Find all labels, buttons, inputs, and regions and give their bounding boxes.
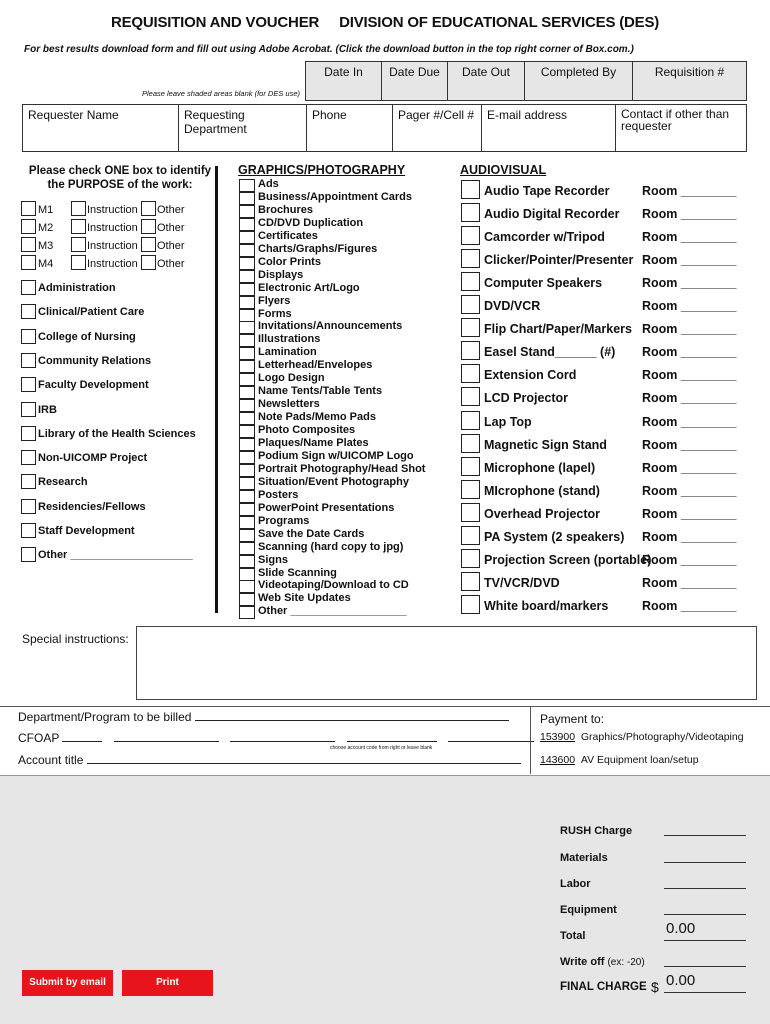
graphics-item-label: Newsletters: [258, 398, 320, 411]
cfoap-row[interactable]: CFOAP: [18, 731, 534, 745]
graphics-checkbox[interactable]: [239, 529, 255, 542]
department-billed-row[interactable]: Department/Program to be billed: [18, 710, 509, 724]
av-checkbox[interactable]: [461, 434, 480, 453]
graphics-item-label: Invitations/Announcements: [258, 320, 403, 333]
av-item-label: MIcrophone (stand): [484, 483, 600, 498]
rush-charge-field[interactable]: [664, 835, 746, 836]
av-checkbox[interactable]: [461, 572, 480, 591]
other-label: Other: [157, 258, 185, 270]
graphics-item-label: Ads: [258, 178, 279, 190]
rush-charge-label: RUSH Charge: [560, 825, 633, 837]
pager-cell-field[interactable]: Pager #/Cell #: [392, 104, 482, 152]
purpose-item-label: Staff Development: [38, 525, 135, 537]
av-room-field[interactable]: Room ________: [642, 460, 737, 475]
purpose-checkbox[interactable]: [21, 402, 36, 417]
av-room-field[interactable]: Room ________: [642, 529, 737, 544]
graphics-checkbox[interactable]: [239, 399, 255, 412]
purpose-checkbox[interactable]: [21, 426, 36, 441]
final-charge-field: [664, 992, 746, 993]
av-room-field[interactable]: Room ________: [642, 414, 737, 429]
graphics-item-label: Note Pads/Memo Pads: [258, 411, 376, 424]
graphics-checkbox[interactable]: [239, 334, 255, 347]
av-item-label: Camcorder w/Tripod: [484, 230, 605, 245]
av-item-label: Flip Chart/Paper/Markers: [484, 322, 632, 337]
instruction-label: Instruction: [87, 240, 138, 252]
av-checkbox[interactable]: [461, 595, 480, 614]
write-off-field[interactable]: [664, 966, 746, 967]
av-item-label: White board/markers: [484, 598, 609, 613]
av-checkbox[interactable]: [461, 503, 480, 522]
billing-divider: [0, 706, 770, 707]
av-checkbox[interactable]: [461, 272, 480, 291]
av-room-field[interactable]: Room ________: [642, 483, 737, 498]
av-room-field[interactable]: Room ________: [642, 552, 737, 567]
graphics-checkbox[interactable]: [239, 438, 255, 451]
graphics-item-label: CD/DVD Duplication: [258, 216, 364, 229]
graphics-item-label: Letterhead/Envelopes: [258, 359, 373, 372]
payment-divider: [530, 706, 531, 774]
materials-label: Materials: [560, 852, 608, 864]
graphics-item-label: Forms: [258, 307, 292, 320]
materials-field[interactable]: [664, 862, 746, 863]
graphics-checkbox[interactable]: [239, 464, 255, 477]
graphics-item-label: Web Site Updates: [258, 592, 351, 605]
other-checkbox[interactable]: [141, 237, 156, 252]
av-checkbox[interactable]: [461, 526, 480, 545]
purpose-header: Please check ONE box to identify the PURPOSE of the work:: [28, 165, 212, 191]
graphics-checkbox[interactable]: [239, 309, 255, 322]
graphics-item-label: Illustrations: [258, 333, 321, 346]
requesting-department-field[interactable]: Requesting Department: [178, 104, 307, 152]
form-title-right: DIVISION OF EDUCATIONAL SERVICES (DES): [339, 14, 660, 31]
av-room-field[interactable]: Room ________: [642, 299, 737, 314]
purpose-item-label: Clinical/Patient Care: [38, 306, 145, 319]
graphics-checkbox[interactable]: [239, 296, 255, 309]
completed-by-field: Completed By: [524, 61, 633, 101]
graphics-item-label: Plaques/Name Plates: [258, 437, 369, 449]
purpose-checkbox[interactable]: [21, 377, 36, 392]
graphics-item-label: Electronic Art/Logo: [258, 281, 360, 294]
graphics-checkbox[interactable]: [239, 244, 255, 257]
graphics-item-label: Scanning (hard copy to jpg): [258, 540, 404, 553]
graphics-checkbox[interactable]: [239, 542, 255, 555]
graphics-item-label: Slide Scanning: [258, 566, 337, 579]
graphics-item-label: Videotaping/Download to CD: [258, 579, 409, 592]
labor-field[interactable]: [664, 888, 746, 889]
av-item-label: TV/VCR/DVD: [484, 575, 560, 590]
av-item-label: Lap Top: [484, 414, 532, 429]
av-checkbox[interactable]: [461, 387, 480, 406]
av-item-label: Audio Tape Recorder: [484, 184, 610, 198]
av-room-field[interactable]: Room ________: [642, 230, 737, 245]
graphics-item-label: Business/Appointment Cards: [258, 190, 413, 203]
graphics-item-label: Brochures: [258, 203, 314, 216]
purpose-item-label: IRB: [38, 403, 57, 416]
graphics-checkbox[interactable]: [239, 477, 255, 490]
other-checkbox[interactable]: [141, 255, 156, 270]
graphics-checkbox[interactable]: [239, 386, 255, 399]
graphics-checkbox[interactable]: [239, 490, 255, 503]
purpose-m-label: M1: [38, 204, 54, 216]
purpose-checkbox[interactable]: [21, 329, 36, 344]
graphics-checkbox[interactable]: [239, 321, 255, 334]
write-off-label: Write off (ex: -20): [560, 956, 645, 968]
av-item-label: Projection Screen (portable): [484, 552, 652, 567]
instruction-checkbox[interactable]: [71, 255, 86, 270]
av-room-field[interactable]: Room ________: [642, 345, 737, 360]
av-room-field[interactable]: Room ________: [642, 391, 737, 406]
graphics-item-label: Charts/Graphs/Figures: [258, 242, 378, 255]
other-checkbox[interactable]: [141, 219, 156, 234]
av-checkbox[interactable]: [461, 341, 480, 360]
purpose-checkbox[interactable]: [21, 304, 36, 319]
date-in-field: Date In: [305, 61, 382, 101]
graphics-checkbox[interactable]: [239, 606, 255, 619]
graphics-item-label: Save the Date Cards: [258, 527, 365, 540]
av-room-field[interactable]: Room ________: [642, 575, 737, 590]
form-title: [0, 14, 770, 31]
av-item-label: Easel Stand______ (#): [484, 345, 616, 360]
instruction-checkbox[interactable]: [71, 237, 86, 252]
print-button[interactable]: Print: [122, 970, 213, 996]
av-room-field[interactable]: Room ________: [642, 322, 737, 337]
account-title-row[interactable]: Account title: [18, 753, 521, 767]
graphics-checkbox[interactable]: [239, 412, 255, 425]
other-checkbox[interactable]: [141, 201, 156, 216]
graphics-checkbox[interactable]: [239, 231, 255, 244]
graphics-checkbox[interactable]: [239, 568, 255, 581]
graphics-checkbox[interactable]: [239, 593, 255, 606]
audiovisual-header: AUDIOVISUAL: [460, 163, 547, 177]
purpose-m-checkbox[interactable]: [21, 255, 36, 270]
instruction-label: Instruction: [87, 222, 138, 234]
graphics-item-label: Portrait Photography/Head Shot: [258, 462, 426, 475]
graphics-checkbox[interactable]: [239, 516, 255, 529]
graphics-checkbox[interactable]: [239, 451, 255, 464]
purpose-checkbox[interactable]: [21, 474, 36, 489]
av-room-field[interactable]: Room ________: [642, 253, 737, 268]
graphics-item-label: Podium Sign w/UICOMP Logo: [258, 449, 414, 462]
av-item-label: Audio Digital Recorder: [484, 207, 620, 222]
other-label: Other: [157, 240, 185, 252]
charges-divider: [0, 775, 770, 776]
form-title-left: REQUISITION AND VOUCHER: [110, 14, 320, 31]
other-label: Other: [157, 222, 185, 234]
graphics-checkbox[interactable]: [239, 347, 255, 360]
graphics-item-label: Flyers: [258, 294, 291, 307]
purpose-item-label: Faculty Development: [38, 379, 149, 392]
purpose-item-label: Other ____________________: [38, 549, 193, 562]
av-checkbox[interactable]: [461, 364, 480, 383]
purpose-item-label: Non-UICOMP Project: [38, 452, 148, 465]
graphics-checkbox[interactable]: [239, 192, 255, 205]
instruction-label: Instruction: [87, 204, 138, 216]
final-charge-label: FINAL CHARGE: [560, 981, 647, 993]
av-item-label: Computer Speakers: [484, 276, 603, 291]
total-value: 0.00: [666, 920, 696, 937]
shaded-areas-hint: Please leave shaded areas blank (for DES use): [142, 89, 301, 98]
purpose-checkbox[interactable]: [21, 280, 36, 295]
currency-symbol: $: [651, 979, 659, 995]
submit-by-email-button[interactable]: Submit by email: [22, 970, 113, 996]
av-checkbox[interactable]: [461, 457, 480, 476]
graphics-item-label: Logo Design: [258, 372, 325, 385]
equipment-label: Equipment: [560, 904, 617, 916]
av-item-label: Microphone (lapel): [484, 460, 596, 475]
av-room-field[interactable]: Room ________: [642, 506, 737, 521]
instruction-checkbox[interactable]: [71, 201, 86, 216]
av-checkbox[interactable]: [461, 295, 480, 314]
av-item-label: Magnetic Sign Stand: [484, 437, 607, 452]
date-due-field: Date Due: [381, 61, 448, 101]
av-item-label: PA System (2 speakers): [484, 529, 625, 544]
payment-code-graphics: 153900 Graphics/Photography/Videotaping: [540, 731, 744, 743]
other-label: Other: [157, 204, 185, 216]
graphics-item-label: Displays: [258, 268, 304, 281]
equipment-field[interactable]: [664, 914, 746, 915]
av-item-label: Clicker/Pointer/Presenter: [484, 253, 634, 268]
av-checkbox[interactable]: [461, 203, 480, 222]
date-out-field: Date Out: [447, 61, 525, 101]
av-checkbox[interactable]: [461, 411, 480, 430]
section-divider: [215, 166, 218, 613]
graphics-item-label: Situation/Event Photography: [258, 475, 409, 488]
requisition-number-field: Requisition #: [632, 61, 747, 101]
purpose-item-label: Community Relations: [38, 354, 152, 367]
av-checkbox[interactable]: [461, 318, 480, 337]
av-checkbox[interactable]: [461, 549, 480, 568]
graphics-checkbox[interactable]: [239, 373, 255, 386]
total-label: Total: [560, 930, 586, 942]
av-room-field[interactable]: Room ________: [642, 368, 737, 383]
purpose-m-checkbox[interactable]: [21, 201, 36, 216]
av-room-field[interactable]: Room ________: [642, 598, 737, 613]
instruction-checkbox[interactable]: [71, 219, 86, 234]
graphics-checkbox[interactable]: [239, 283, 255, 296]
graphics-checkbox[interactable]: [239, 360, 255, 373]
cfoap-hint: choose account code from right or leave blank: [330, 745, 433, 751]
contact-other-field[interactable]: Contact if other than requester: [615, 104, 747, 152]
graphics-checkbox[interactable]: [239, 270, 255, 283]
purpose-checkbox[interactable]: [21, 499, 36, 514]
graphics-checkbox[interactable]: [239, 218, 255, 231]
av-item-label: DVD/VCR: [484, 299, 541, 314]
graphics-checkbox[interactable]: [239, 503, 255, 516]
purpose-m-checkbox[interactable]: [21, 237, 36, 252]
graphics-item-label: Certificates: [258, 229, 318, 242]
purpose-m-label: M3: [38, 240, 54, 252]
purpose-m-label: M4: [38, 258, 54, 270]
purpose-checkbox[interactable]: [21, 523, 36, 538]
purpose-item-label: Residencies/Fellows: [38, 500, 146, 513]
graphics-item-label: Name Tents/Table Tents: [258, 385, 383, 398]
graphics-item-label: Lamination: [258, 346, 317, 359]
av-room-field[interactable]: Room ________: [642, 276, 737, 291]
graphics-checkbox[interactable]: [239, 425, 255, 438]
payment-code-av: 143600 AV Equipment loan/setup: [540, 754, 699, 766]
av-item-label: Extension Cord: [484, 368, 577, 383]
purpose-item-label: Research: [38, 476, 88, 489]
payment-to-label: Payment to:: [540, 712, 605, 726]
graphics-header: GRAPHICS/PHOTOGRAPHY: [238, 163, 406, 177]
graphics-item-label: Photo Composites: [258, 424, 356, 437]
graphics-item-label: Color Prints: [258, 255, 321, 268]
requester-name-field[interactable]: Requester Name: [22, 104, 179, 152]
av-room-field[interactable]: Room ________: [642, 184, 737, 198]
special-instructions-input[interactable]: [136, 626, 757, 700]
graphics-checkbox[interactable]: [239, 580, 255, 593]
labor-label: Labor: [560, 878, 591, 890]
av-room-field[interactable]: Room ________: [642, 437, 737, 452]
purpose-item-label: College of Nursing: [38, 330, 136, 343]
purpose-item-label: Library of the Health Sciences: [38, 427, 196, 440]
purpose-checkbox[interactable]: [21, 450, 36, 465]
phone-field[interactable]: Phone: [306, 104, 393, 152]
av-room-field[interactable]: Room ________: [642, 207, 737, 222]
purpose-checkbox[interactable]: [21, 547, 36, 562]
email-field[interactable]: E-mail address: [481, 104, 616, 152]
graphics-checkbox[interactable]: [239, 257, 255, 270]
final-charge-value: 0.00: [666, 972, 696, 989]
av-item-label: Overhead Projector: [484, 506, 601, 521]
special-instructions-label: Special instructions:: [22, 632, 129, 646]
graphics-item-label: Signs: [258, 553, 288, 566]
download-instructions: For best results download form and fill out using Adobe Acrobat. (Click the download button in the top right corner of Box.com.): [24, 44, 634, 55]
av-checkbox[interactable]: [461, 249, 480, 268]
av-checkbox[interactable]: [461, 180, 480, 199]
purpose-m-checkbox[interactable]: [21, 219, 36, 234]
av-item-label: LCD Projector: [484, 391, 569, 406]
av-checkbox[interactable]: [461, 480, 480, 499]
av-checkbox[interactable]: [461, 226, 480, 245]
graphics-checkbox[interactable]: [239, 555, 255, 568]
total-field: [664, 940, 746, 941]
purpose-checkbox[interactable]: [21, 353, 36, 368]
graphics-item-label: Posters: [258, 488, 299, 501]
instruction-label: Instruction: [87, 258, 138, 270]
purpose-item-label: Administration: [38, 282, 116, 294]
graphics-item-label: PowerPoint Presentations: [258, 501, 395, 514]
graphics-item-label: Programs: [258, 514, 310, 527]
graphics-item-label: Other ___________________: [258, 605, 407, 618]
purpose-m-label: M2: [38, 222, 54, 234]
graphics-checkbox[interactable]: [239, 179, 255, 192]
graphics-checkbox[interactable]: [239, 205, 255, 218]
